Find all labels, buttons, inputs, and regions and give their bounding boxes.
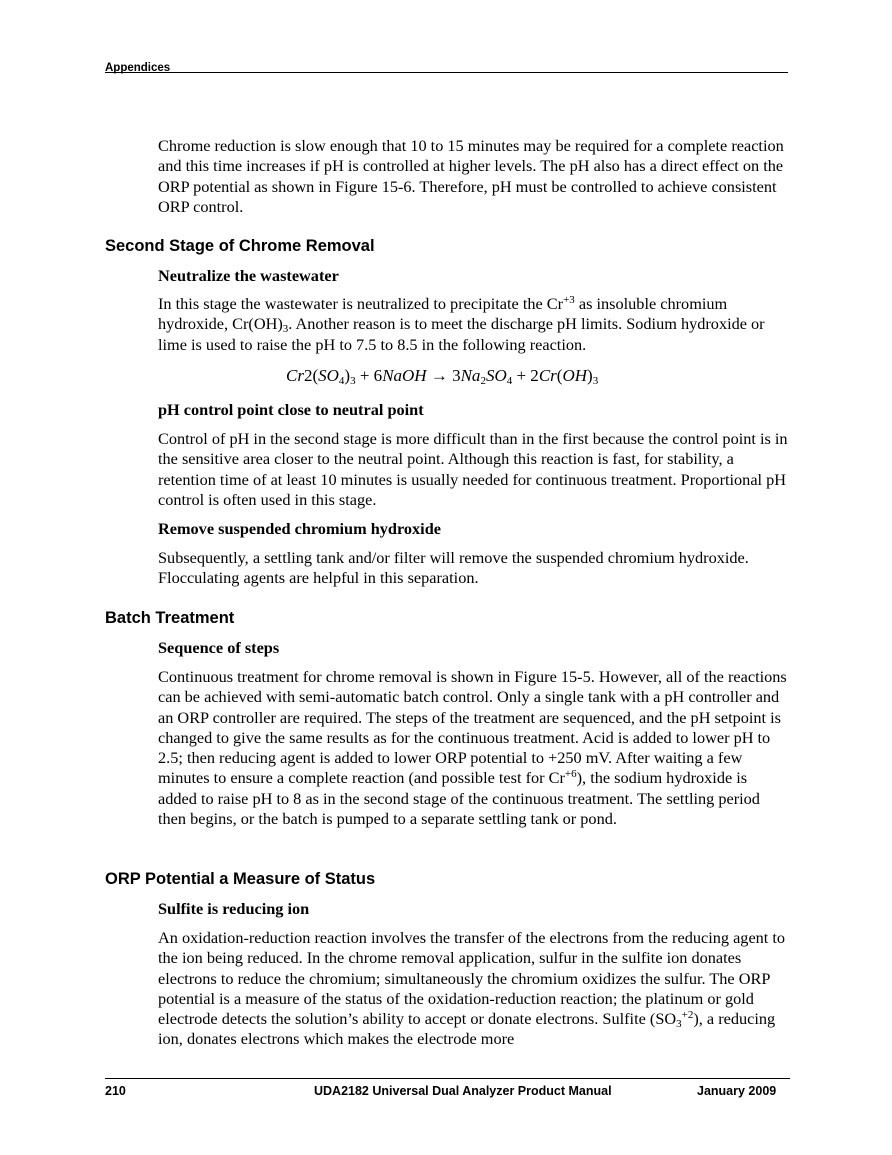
footer-divider xyxy=(105,1078,790,1079)
manual-title: UDA2182 Universal Dual Analyzer Product Manual xyxy=(314,1084,612,1098)
reaction-arrow: → 3 xyxy=(426,366,461,385)
sequence-steps-subheading: Sequence of steps xyxy=(158,638,280,657)
page-number: 210 xyxy=(105,1084,126,1098)
sulfite-text-2: ), a reducing ion, donates electrons which makes the electrode more xyxy=(158,1009,776,1049)
neutralize-text-1: In this stage the wastewater is neutralized to precipitate the Cr xyxy=(158,294,564,313)
sulfite-subheading: Sulfite is reducing ion xyxy=(158,899,310,918)
remove-hydroxide-subheading: Remove suspended chromium hydroxide xyxy=(158,519,441,538)
second-stage-heading: Second Stage of Chrome Removal xyxy=(105,237,375,255)
cr3-superscript: +3 xyxy=(563,294,575,306)
orp-potential-heading: ORP Potential a Measure of Status xyxy=(105,870,376,888)
neutralize-paragraph xyxy=(158,294,788,355)
neutralize-subheading: Neutralize the wastewater xyxy=(158,266,339,285)
so3-subscript: 3 xyxy=(676,1018,682,1031)
steps-text-2: ), the sodium hydroxide is added to raise pH to 8 as in the second stage of the continuous treatment. The settling period then begins, or the batch is pumped to a separate settling tank or pond. xyxy=(158,768,760,829)
publication-date: January 2009 xyxy=(697,1084,777,1098)
steps-text-1: Continuous treatment for chrome removal is shown in Figure 15-5. However, all of the reactions can be achieved with semi-automatic batch control. Only a single tank with a pH controller and an ORP controller are required. The steps of the treatment are sequenced, and the pH setpoint is changed to give the same results as for the continuous treatment. Acid is added to lower pH to 2.5; then reducing agent is added to lower ORP potential to +250 mV. After waiting a few minutes to ensure a complete reaction (and possible test for Cr xyxy=(158,667,787,788)
ph-control-subheading: pH control point close to neutral point xyxy=(158,400,424,419)
oh3-subscript: 3 xyxy=(282,323,289,336)
ph-control-paragraph: Control of pH in the second stage is more difficult than in the first because the control point is in the sensitive area closer to the neutral point. Although this reaction is fast, for stability, a retention time of at least 10 minutes is usually needed for continuous treatment. Proportional pH control is often used in this stage. xyxy=(158,429,788,509)
sequence-steps-paragraph xyxy=(158,667,788,829)
sulfite-text-1: An oxidation-reduction reaction involves the transfer of the electrons from the reducing agent to the ion being reduced. In the chrome removal application, sulfur in the sulfite ion donates electrons to reduce the chromium; simultaneously the chromium oxidizes the sulfur. The ORP potential is a measure of the status of the oxidation-reduction reaction; the platinum or gold electrode detects the solution’s ability to accept or donate electrons. Sulfite (SO xyxy=(158,928,786,1029)
cr6-superscript: +6 xyxy=(564,768,577,781)
batch-treatment-heading: Batch Treatment xyxy=(105,609,235,627)
sulfite-paragraph xyxy=(158,928,788,1050)
page-header xyxy=(105,58,788,73)
neutralize-text-3: . Another reason is to meet the discharge pH limits. Sodium hydroxide or lime is used to raise the pH to 7.5 to 8.5 in the following reaction. xyxy=(158,314,765,354)
header-section-label: Appendices xyxy=(105,62,171,74)
remove-hydroxide-paragraph: Subsequently, a settling tank and/or filter will remove the suspended chromium hydroxide. Flocculating agents are helpful in this separation. xyxy=(158,548,749,588)
neutralize-text-2: as insoluble chromium hydroxide, Cr(OH) xyxy=(158,294,728,334)
reaction-equation: $Cr2(SO_4)_3$ + 6NaOH → $3Na_2SO_4 + 2Cr(OH)_3$ xyxy=(286,366,599,387)
so3-superscript: +2 xyxy=(681,1009,694,1022)
intro-paragraph: Chrome reduction is slow enough that 10 to 15 minutes may be required for a complete reaction and this time increases if pH is controlled at higher levels. The pH also has a direct effect on the ORP potential as shown in Figure 15-6. Therefore, pH must be controlled to achieve consistent ORP control. xyxy=(158,136,784,216)
